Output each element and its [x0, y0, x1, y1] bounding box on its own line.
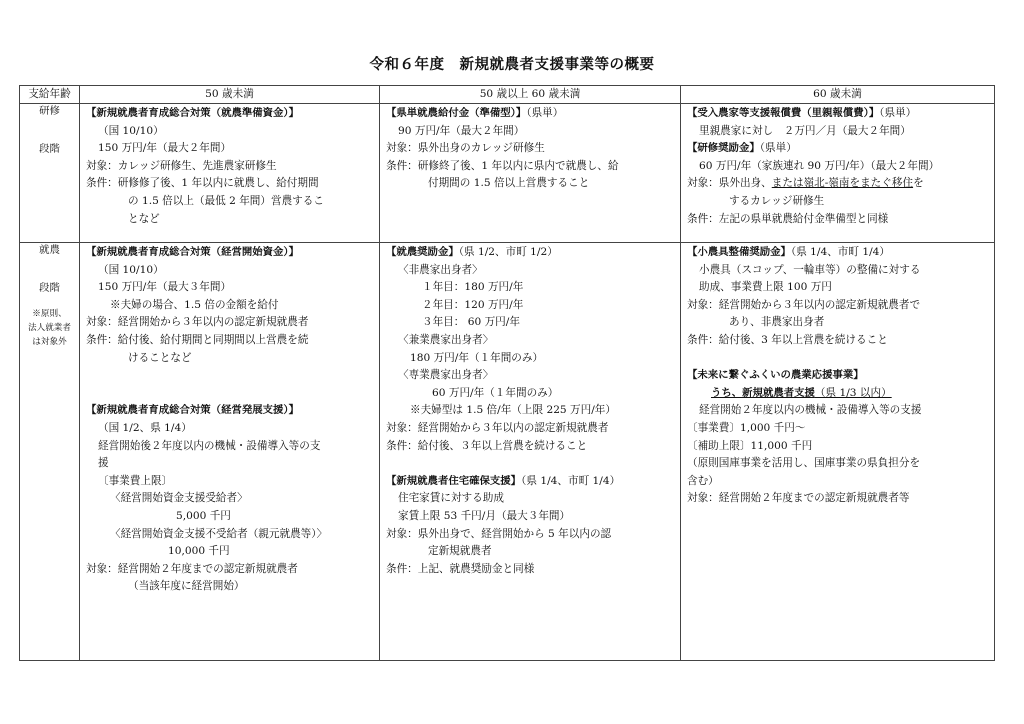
cell-line: 60 万円/年（家族連れ 90 万円/年）（最大２年間） [699, 159, 940, 172]
cell-line: 180 万円/年（１年間のみ） [410, 351, 544, 364]
label-text: 段階 [39, 143, 60, 155]
cell-line: 対象：カレッジ研修生、先進農家研修生 [86, 159, 277, 172]
funding-ratio: （県単） [759, 142, 797, 155]
cell-line: 〈専業農家出身者〉 [398, 369, 494, 382]
cell-line: 対象：県外出身で、経営開始から 5 年以内の認 [386, 527, 612, 540]
farming-under-50-cell [80, 243, 380, 661]
cell-line: 対象：経営開始２年度までの認定新規就農者等 [687, 492, 910, 505]
program-heading: 【未来に繋ぐふくいの農業応援事業】 [687, 369, 864, 382]
cell-line: 条件：研修修了後、1 年以内に就農し、給付期間 [86, 177, 319, 190]
cell-line: となど [128, 212, 160, 225]
header-age-label: 支給年齢 [20, 86, 80, 104]
cell-line: 条件：左記の県単就農給付金準備型と同様 [687, 212, 889, 225]
cell-line: 小農具（スコップ、一輪車等）の整備に対する [699, 263, 921, 276]
cell-line: 条件：給付後、3 年以上営農を続けること [687, 333, 888, 346]
cell-line: 〈非農家出身者〉 [398, 263, 483, 276]
program-heading: 【新規就農者育成総合対策（経営開始資金）】 [86, 246, 300, 258]
cell-line: の 1.5 倍以上（最低 2 年間）営農するこ [128, 194, 324, 207]
funding-ratio: （県 1/4、市町 1/4） [790, 246, 891, 258]
support-overview-table [19, 85, 995, 661]
funding-ratio: （県 1/4、市町 1/4） [521, 474, 621, 487]
cell-line: 〈経営開始資金支援不受給者（親元就農等）〉 [110, 527, 328, 540]
program-heading: 【新規就農者育成総合対策（経営発展支援）】 [86, 404, 300, 417]
funding-ratio: （県 1/3 以内） [814, 386, 892, 399]
cell-line: 住宅家賃に対する助成 [398, 492, 504, 505]
cell-text: を [913, 177, 924, 190]
cell-line: 条件：上記、就農奨励金と同様 [386, 562, 535, 575]
label-note: ※原則、 [32, 309, 67, 319]
header-50-to-60: 50 歳以上 60 歳未満 [380, 86, 681, 104]
cell-text: 対象：県外出身、 [687, 177, 772, 190]
header-under-50: 50 歳未満 [80, 86, 380, 104]
cell-line: ※夫婦型は 1.5 倍/年（上限 225 万円/年） [410, 404, 616, 417]
cell-line: 条件：給付後、３年以上営農を続けること [386, 439, 588, 452]
cell-line: 経営開始後２年度以内の機械・設備導入等の支 [98, 439, 321, 452]
cell-line: 〈兼業農家出身者〉 [398, 333, 494, 346]
cell-line: ２年目：120 万円/年 [422, 298, 524, 311]
page-title: 令和６年度 新規就農者支援事業等の概要 [369, 57, 655, 73]
training-stage-label [20, 104, 80, 243]
program-heading: 【受入農家等支援報償費（里親報償費）】 [687, 107, 880, 119]
cell-line: 条件：給付後、給付期間と同期間以上営農を続 [86, 333, 309, 346]
cell-line: 10,000 千円 [168, 545, 230, 558]
cell-line: 対象：経営開始から３年以内の認定新規就農者で [687, 298, 921, 311]
training-under-60-cell [681, 104, 995, 243]
cell-line: 助成、事業費上限 100 万円 [699, 281, 832, 294]
cell-line: 150 万円/年（最大２年間） [98, 142, 232, 155]
farming-stage-row [20, 243, 995, 661]
label-note: 法人就業者 [28, 323, 71, 333]
funding-ratio: （県 1/2、市町 1/2） [458, 246, 558, 258]
header-under-60: 60 歳未満 [681, 86, 995, 104]
cell-line: 付期間の 1.5 倍以上営農すること [428, 177, 590, 190]
cell-line: 90 万円/年（最大２年間） [398, 124, 525, 137]
cell-line: 150 万円/年（最大３年間） [98, 281, 232, 294]
program-heading: 【新規就農者育成総合対策（就農準備資金）】 [86, 107, 300, 119]
cell-line: ※夫婦の場合、1.5 倍の金額を給付 [110, 298, 279, 311]
cell-line: （国 1/2、県 1/4） [98, 421, 192, 434]
program-heading: 【新規就農者住宅確保支援】 [386, 474, 522, 487]
label-note: は対象外 [32, 337, 67, 347]
funding-ratio: （県単） [526, 107, 564, 119]
cell-line: ３年目： 60 万円/年 [422, 316, 520, 329]
header-row [20, 86, 995, 104]
program-heading: 【小農具整備奨励金】 [687, 246, 791, 258]
cell-line: 5,000 千円 [176, 509, 231, 522]
farming-50-to-60-cell [380, 243, 681, 661]
cell-line: １年目：180 万円/年 [422, 281, 524, 294]
cell-line: 〈経営開始資金支援受給者〉 [110, 492, 248, 505]
cell-line: 定新規就農者 [428, 545, 492, 558]
program-subheading: うち、新規就農者支援 [711, 386, 815, 399]
cell-line: 対象：県外出身のカレッジ研修生 [386, 142, 545, 155]
cell-line: （原則国庫事業を活用し、国庫事業の県負担分を [687, 457, 921, 470]
training-stage-row [20, 104, 995, 243]
farming-under-60-cell [681, 243, 995, 661]
cell-line: 60 万円/年（１年間のみ） [432, 386, 559, 399]
cell-line: 里親農家に対し ２万円／月（最大２年間） [699, 124, 911, 137]
label-text: 研修 [39, 105, 60, 117]
cell-line: けることなど [128, 351, 192, 364]
cell-line: 含む） [687, 474, 719, 487]
label-text: 段階 [39, 282, 60, 294]
funding-ratio: （県単） [879, 107, 917, 119]
underlined-text: または嶺北-嶺南をまたぐ移住 [771, 177, 914, 190]
label-text: 就農 [39, 244, 60, 256]
cell-line: 〔事業費上限〕 [98, 474, 173, 487]
cell-line: （国 10/10） [98, 263, 164, 276]
program-heading: 【県単就農給付金（準備型）】 [386, 107, 527, 119]
cell-line: 条件：研修終了後、1 年以内に県内で就農し、給 [386, 159, 619, 172]
cell-line: 経営開始２年度以内の機械・設備導入等の支援 [699, 404, 922, 417]
cell-line: 対象：経営開始２年度までの認定新規就農者 [86, 562, 298, 575]
program-heading: 【就農奨励金】 [386, 246, 459, 258]
cell-line: 対象：経営開始から３年以内の認定新規就農者 [86, 316, 309, 329]
cell-line: 〔事業費〕1,000 千円～ [687, 421, 806, 434]
program-heading: 【研修奨励金】 [687, 142, 760, 155]
cell-line: 援 [98, 457, 109, 470]
cell-line: あり、非農家出身者 [729, 316, 825, 329]
cell-line: 対象：経営開始から３年以内の認定新規就農者 [386, 421, 609, 434]
farming-stage-label [20, 243, 80, 661]
training-50-to-60-cell [380, 104, 681, 243]
cell-line: （当該年度に経営開始） [128, 580, 245, 593]
cell-line: 家賃上限 53 千円/月（最大３年間） [398, 509, 571, 522]
cell-line: （国 10/10） [98, 124, 164, 137]
cell-line: するカレッジ研修生 [729, 194, 825, 207]
cell-line: 〔補助上限〕11,000 千円 [687, 439, 813, 452]
training-under-50-cell [80, 104, 380, 243]
